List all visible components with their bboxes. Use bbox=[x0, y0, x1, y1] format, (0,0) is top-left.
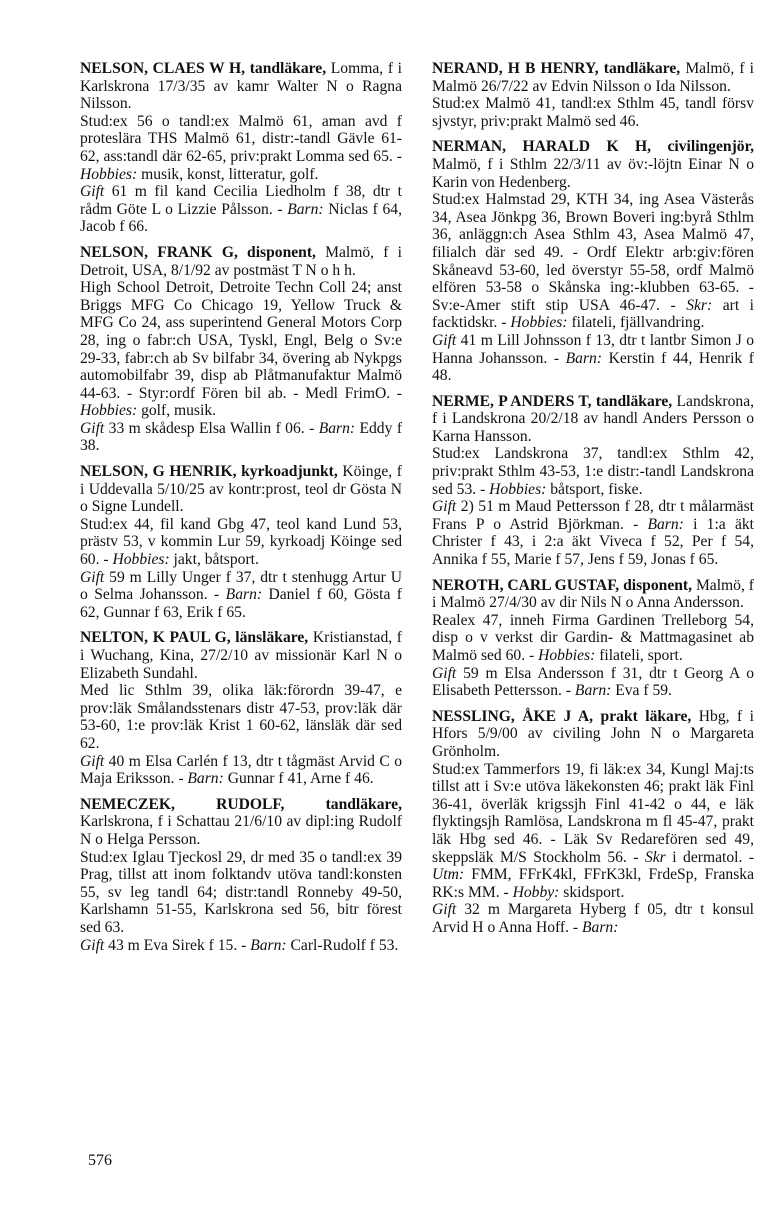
entry-occupation: prakt läkare, bbox=[600, 707, 692, 725]
entry-paragraph: Gift 59 m Elsa Andersson f 31, dtr t Georg A o Elisabeth Pettersson. - Barn: Eva f 59. bbox=[432, 664, 754, 700]
entry-occupation: civilingenjör, bbox=[667, 138, 754, 156]
entry-intro bbox=[432, 393, 754, 446]
entry-birth: Malmö, f i Sthlm 22/3/11 av öv:-löjtn Einar N o Karin von Hedenberg. bbox=[432, 155, 754, 191]
biography-entry bbox=[432, 138, 754, 384]
biography-entry bbox=[80, 796, 402, 954]
entry-paragraph: Stud:ex Halmstad 29, KTH 34, ing Asea Västerås 34, Asea Jönkpg 36, Brown Boveri ing:byrå Sthlm 36, anläggn:ch Asea Sthlm 43, Asea Malmö 47, filialch där sed 49. - Ordf Elektr arb:giv:fören Skåneavd 53-60, led överstyr 55-58, ordf Malmö elfören 53-58 o Skånska ing:-klubben 63-65. - Sv:e-Amer stift stip USA 46-47. - Skr: art i facktidskr. - Hobbies: filateli, fjällvandring. bbox=[432, 191, 755, 332]
entry-name: NERME, P ANDERS T, bbox=[432, 392, 592, 410]
biography-entry bbox=[432, 393, 754, 569]
entry-name: NESSLING, ÅKE J A, bbox=[432, 707, 594, 725]
entry-occupation: kyrkoadjunkt, bbox=[241, 463, 338, 481]
entry-occupation: disponent, bbox=[247, 243, 316, 261]
entry-paragraph: Gift 59 m Lilly Unger f 37, dtr t stenhugg Artur U o Selma Johansson. - Barn: Daniel f 60, Gösta f 62, Gunnar f 63, Erik f 65. bbox=[80, 568, 402, 621]
biography-entry bbox=[80, 60, 402, 236]
entry-occupation: tandläkare, bbox=[595, 392, 673, 410]
entry-occupation: tandläkare, bbox=[249, 60, 327, 77]
entry-name: NELSON, FRANK G, bbox=[80, 243, 238, 261]
entry-birth: Malmö, f i Malmö 26/7/22 av Edvin Nilsson o Ida Nilsson. bbox=[432, 60, 754, 95]
entry-paragraph: Gift 2) 51 m Maud Pettersson f 28, dtr t målarmäst Frans P o Astrid Björkman. - Barn: i 1:a äkt Christer f 43, i 2:a äkt Viveca f 52, Per f 54, Annika f 55, Marie f 57, Jens f 59, Jonas f 65. bbox=[432, 498, 754, 569]
entry-name: NERMAN, HARALD K H, bbox=[432, 138, 652, 156]
biography-entry bbox=[432, 577, 754, 700]
entry-birth: Karlskrona, f i Schattau 21/6/10 av dipl:ing Rudolf N o Helga Persson. bbox=[80, 813, 402, 848]
entry-birth: Malmö, f i Detroit, USA, 8/1/92 av postmäst T N o h h. bbox=[80, 243, 402, 279]
entry-intro bbox=[432, 577, 754, 612]
entry-birth: Landskrona, f i Landskrona 20/2/18 av handl Anders Persson o Karna Hansson. bbox=[432, 392, 755, 445]
entry-paragraph: Stud:ex Iglau Tjeckosl 29, dr med 35 o tandl:ex 39 Prag, tillst att inom folktandv utöva tandl:konsten 55, sv leg tandl 64; distr:tandl Ronneby 49-50, Karlshamn 51-55, Karlskrona sed 56, bitr förest sed 63. bbox=[80, 848, 402, 936]
entry-occupation: disponent, bbox=[623, 576, 693, 594]
entry-intro bbox=[432, 708, 754, 761]
entry-intro bbox=[80, 60, 402, 113]
entry-birth: Kristianstad, f i Wuchang, Kina, 27/2/10 av missionär Karl N o Elizabeth Sundahl. bbox=[80, 629, 402, 682]
entry-paragraph: Stud:ex 56 o tandl:ex Malmö 61, aman avd f proteslära THS Malmö 61, distr:-tandl Gävle 61-62, ass:tandl där 62-65, priv:prakt Lomma sed 65. - Hobbies: musik, konst, litteratur, golf. bbox=[80, 112, 402, 183]
biography-entry bbox=[80, 463, 402, 621]
left-column bbox=[80, 60, 402, 962]
right-column bbox=[432, 60, 754, 945]
entry-intro bbox=[80, 796, 402, 849]
entry-paragraph: Gift 32 m Margareta Hyberg f 05, dtr t konsul Arvid H o Anna Hoff. - Barn: bbox=[432, 901, 754, 936]
entry-paragraph: High School Detroit, Detroite Techn Coll 24; anst Briggs MFG Co Chicago 19, Yellow Truck & MFG Co 24, ass superintend General Motors Corp 28, ing o fabr:ch USA, Tyskl, Engl, Belg o Sv:e 29-33, fabr:ch ab Sv bilfabr 34, övering ab Nykpgs automobilfabr 39, disp ab Plåtmanufaktur Malmö 44-63. - Styr:ordf Fören bil ab. - Medl FrimO. - Hobbies: golf, musik. bbox=[80, 279, 402, 420]
entry-birth: Malmö, f i Malmö 27/4/30 av dir Nils N o Anna Andersson. bbox=[432, 576, 754, 612]
entry-paragraph: Gift 33 m skådesp Elsa Wallin f 06. - Barn: Eddy f 38. bbox=[80, 419, 403, 455]
entry-paragraph: Stud:ex Tammerfors 19, fi läk:ex 34, Kungl Maj:ts tillst att i Sv:e utöva läkekonsten 46; prakt läk Finl 36-41, överläk krigssjh Finl 41-42 o 44, e läk flyktingsjh Ramlösa, Landskrona m fl 45-47, prakt läk Hbg sed 46. - Läk Sv Redarefören sed 49, skeppsläk M/S Stockholm 56. - Skr i dermatol. - Utm: FMM, FFrK4kl, FFrK3kl, FrdeSp, Franska RK:s MM. - Hobby: skidsport. bbox=[432, 760, 755, 901]
biography-entry bbox=[432, 708, 754, 937]
entry-paragraph: Stud:ex Landskrona 37, tandl:ex Sthlm 42, priv:prakt Sthlm 43-53, 1:e distr:-tandl Landskrona sed 53. - Hobbies: båtsport, fiske. bbox=[432, 445, 754, 498]
entry-name: NELSON, CLAES W H, bbox=[80, 60, 246, 77]
entry-birth: Köinge, f i Uddevalla 5/10/25 av kontr:prost, teol dr Gösta N o Signe Lundell. bbox=[80, 463, 402, 516]
entry-name: NELTON, K PAUL G, bbox=[80, 629, 231, 647]
entry-paragraph: Realex 47, inneh Firma Gardinen Trelleborg 54, disp o v verkst dir Gardin- & Mattmagasinet ab Malmö sed 60. - Hobbies: filateli, sport. bbox=[432, 611, 754, 664]
entry-intro bbox=[80, 244, 402, 279]
entry-paragraph: Gift 40 m Elsa Carlén f 13, dtr t tågmäst Arvid C o Maja Eriksson. - Barn: Gunnar f 41, Arne f 46. bbox=[80, 752, 402, 788]
entry-paragraph: Gift 61 m fil kand Cecilia Liedholm f 38, dtr t rådm Göte L o Lizzie Pålsson. - Barn: Niclas f 64, Jacob f 66. bbox=[80, 183, 403, 236]
entry-intro bbox=[80, 629, 402, 682]
entry-paragraph: Stud:ex Malmö 41, tandl:ex Sthlm 45, tandl försv sjvstyr, priv:prakt Malmö sed 46. bbox=[432, 95, 754, 130]
entry-name: NEROTH, CARL GUSTAF, bbox=[432, 576, 620, 594]
entry-birth: Lomma, f i Karlskrona 17/3/35 av kamr Walter N o Ragna Nilsson. bbox=[80, 60, 402, 113]
entry-occupation: tandläkare, bbox=[325, 795, 402, 813]
entry-paragraph: Med lic Sthlm 39, olika läk:förordn 39-47, e prov:läk Smålandsstenars distr 47-53, prov:läk där 53-60, 1:e prov:läk Krist 1 60-62, länsläk där sed 62. bbox=[80, 682, 402, 752]
entry-intro bbox=[80, 463, 402, 516]
entry-intro bbox=[432, 138, 754, 191]
entry-occupation: länsläkare, bbox=[235, 629, 309, 647]
page-number: 576 bbox=[88, 1152, 112, 1169]
entry-name: NELSON, G HENRIK, bbox=[80, 463, 237, 481]
entry-paragraph: Gift 41 m Lill Johnsson f 13, dtr t lantbr Simon J o Hanna Johansson. - Barn: Kerstin f 44, Henrik f 48. bbox=[432, 331, 754, 385]
biography-entry bbox=[432, 60, 754, 130]
biography-entry bbox=[80, 244, 402, 455]
entry-paragraph: Stud:ex 44, fil kand Gbg 47, teol kand Lund 53, prästv 53, v kommin Lur 59, kyrkoadj Köinge sed 60. - Hobbies: jakt, båtsport. bbox=[80, 515, 402, 569]
entry-paragraph: Gift 43 m Eva Sirek f 15. - Barn: Carl-Rudolf f 53. bbox=[80, 936, 399, 954]
entry-name: NEMECZEK, RUDOLF, bbox=[80, 795, 285, 813]
biography-entry bbox=[80, 629, 402, 787]
entry-name: NERAND, H B HENRY, bbox=[432, 60, 599, 77]
entry-birth: Hbg, f i Hfors 5/9/00 av civiling John N o Margareta Grönholm. bbox=[432, 707, 754, 760]
entry-occupation: tandläkare, bbox=[603, 60, 681, 77]
entry-intro bbox=[432, 60, 754, 95]
